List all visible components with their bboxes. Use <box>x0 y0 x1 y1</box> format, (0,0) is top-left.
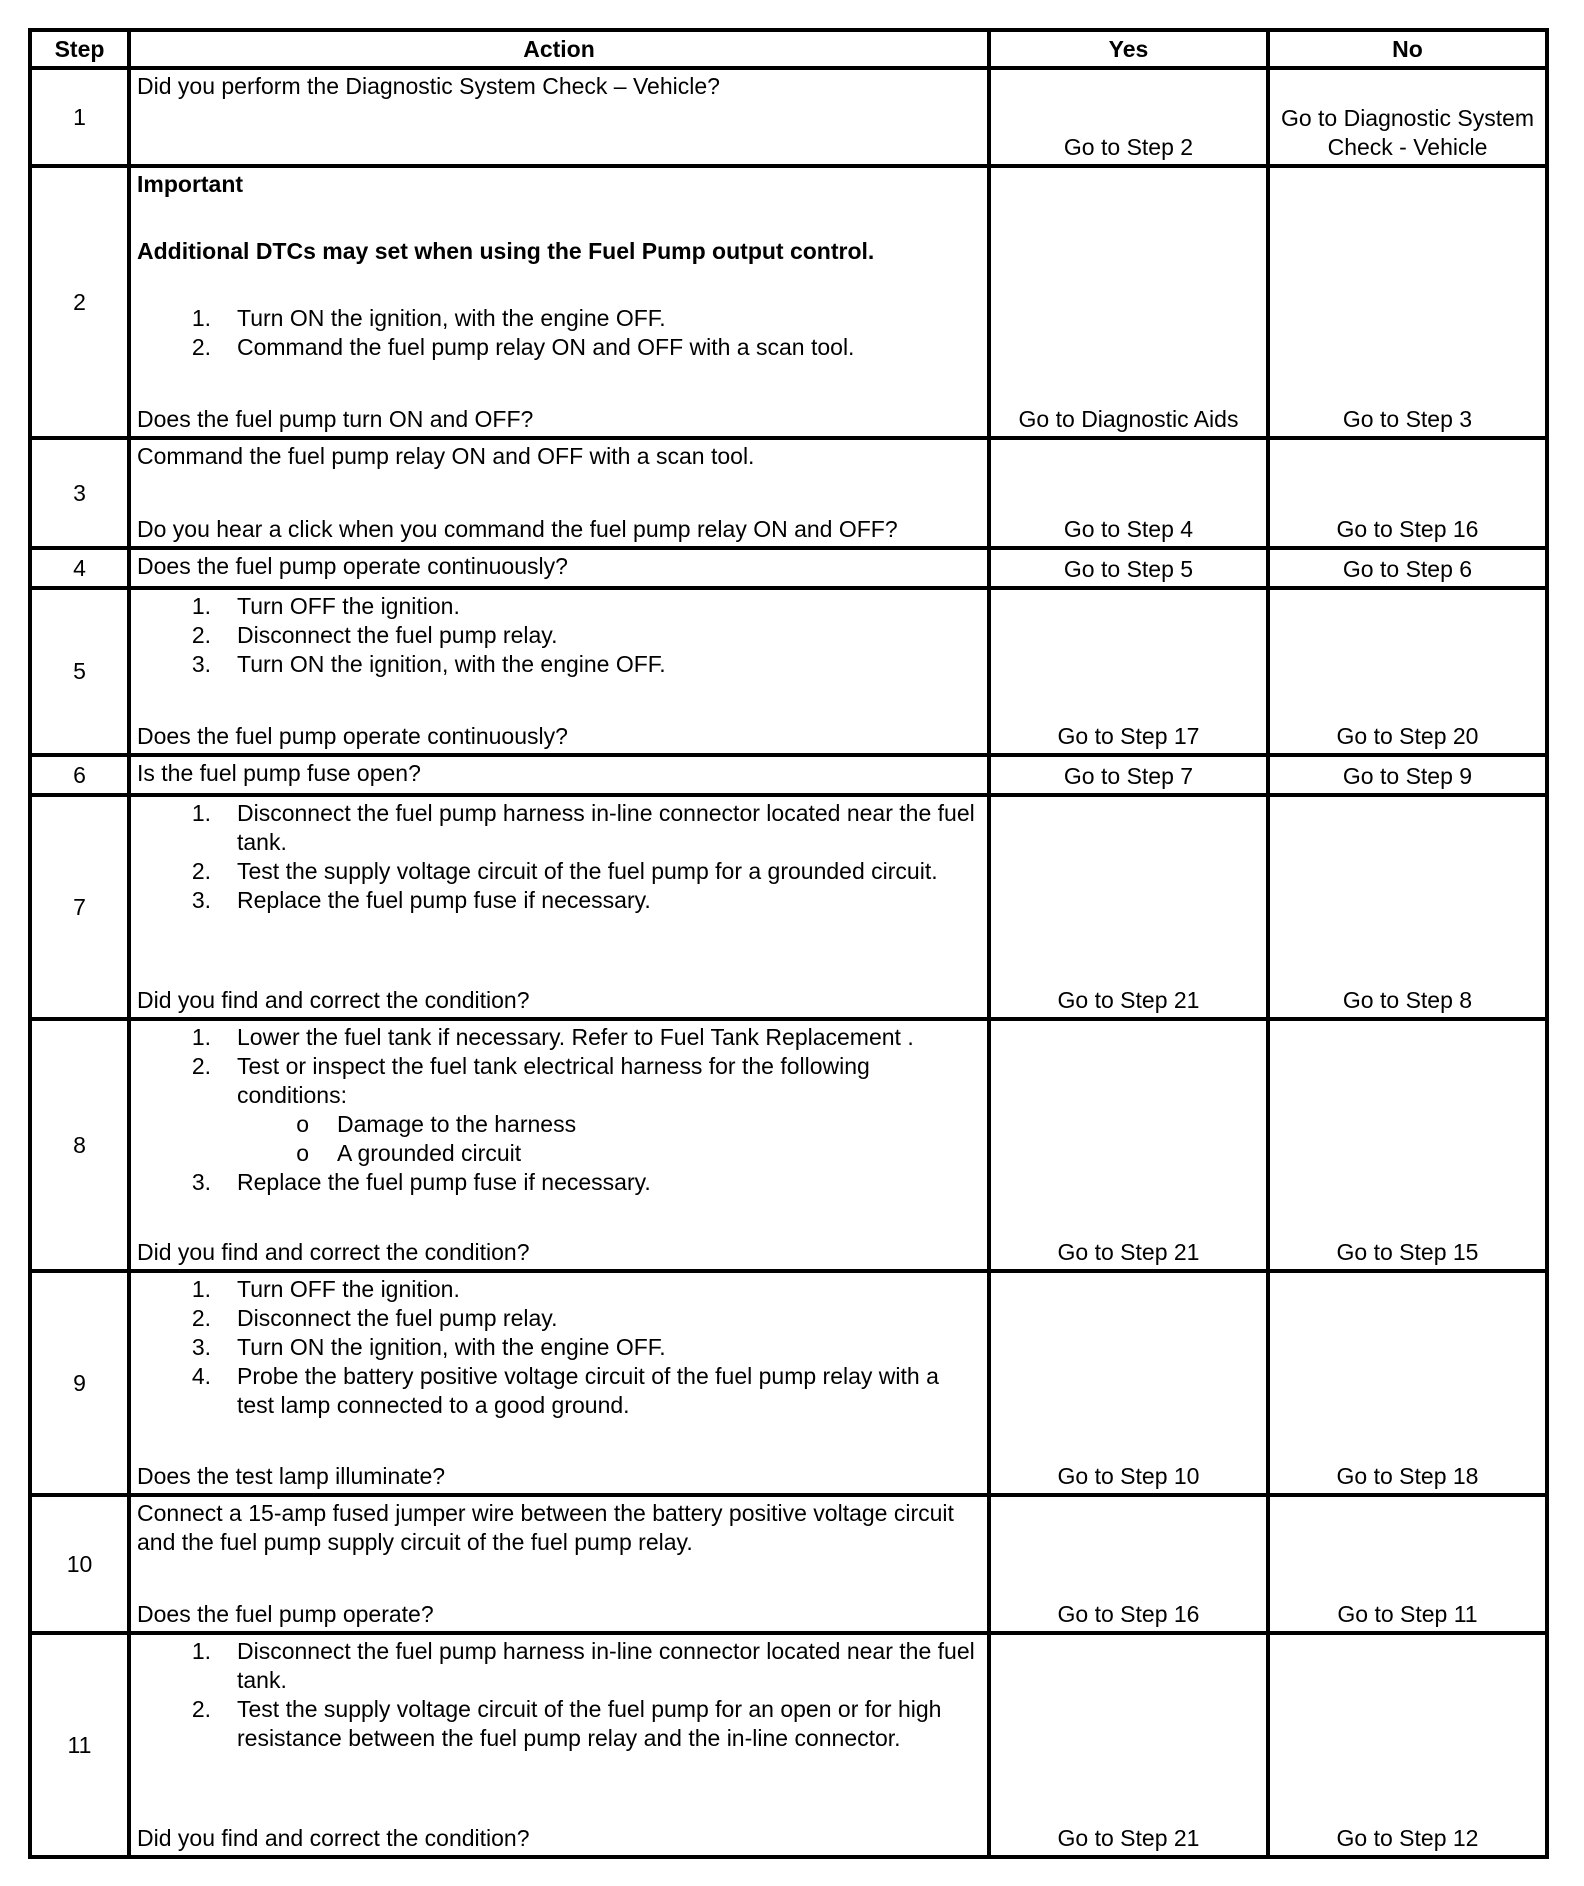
list-item: 2. Disconnect the fuel pump relay. <box>191 1305 558 1331</box>
action-question: Does the fuel pump turn ON and OFF? <box>137 406 534 432</box>
table-row <box>30 1271 1547 1495</box>
action-cell <box>129 755 989 795</box>
yes-cell: Go to Diagnostic Aids <box>989 166 1268 438</box>
sub-list-item: o Damage to the harness <box>296 1111 577 1137</box>
table-row <box>30 795 1547 1019</box>
no-cell: Go to Step 11 <box>1268 1495 1547 1633</box>
table-row <box>30 68 1547 166</box>
list-item: 2. Test the supply voltage circuit of the fuel pump for a grounded circuit. <box>191 858 938 884</box>
action-cell <box>129 166 989 438</box>
yes-cell: Go to Step 2 <box>989 68 1268 166</box>
list-item: 2. Test or inspect the fuel tank electrical harness for the following conditions: <box>191 1053 870 1108</box>
action-question: Did you find and correct the condition? <box>137 1239 530 1265</box>
no-cell: Go to Step 6 <box>1268 548 1547 588</box>
step-number: 6 <box>30 755 129 795</box>
no-cell: Go to Step 3 <box>1268 166 1547 438</box>
yes-cell: Go to Step 10 <box>989 1271 1268 1495</box>
list-item: 3. Replace the fuel pump fuse if necessary. <box>191 1169 651 1195</box>
table-row <box>30 1019 1547 1271</box>
list-item: 4. Probe the battery positive voltage circuit of the fuel pump relay with a test lamp connected to a good ground. <box>191 1363 939 1418</box>
action-steps <box>137 799 979 915</box>
step-number: 5 <box>30 588 129 755</box>
header-yes: Yes <box>989 30 1268 68</box>
yes-cell: Go to Step 21 <box>989 1019 1268 1271</box>
action-intro: Command the fuel pump relay ON and OFF with a scan tool. <box>137 443 755 469</box>
action-steps <box>137 304 979 362</box>
table-row <box>30 1495 1547 1633</box>
table-row <box>30 588 1547 755</box>
action-cell <box>129 548 989 588</box>
table-row <box>30 548 1547 588</box>
no-cell: Go to Step 9 <box>1268 755 1547 795</box>
list-item: 3. Turn ON the ignition, with the engine OFF. <box>191 651 666 677</box>
step-number: 8 <box>30 1019 129 1271</box>
action-cell <box>129 795 989 1019</box>
action-steps <box>137 1275 979 1420</box>
sub-list <box>137 1110 979 1168</box>
table-row <box>30 755 1547 795</box>
header-no: No <box>1268 30 1547 68</box>
action-steps <box>137 592 979 679</box>
action-question: Did you perform the Diagnostic System Check – Vehicle? <box>137 73 720 99</box>
table-row <box>30 438 1547 548</box>
no-cell: Go to Step 16 <box>1268 438 1547 548</box>
list-item: 1. Disconnect the fuel pump harness in-line connector located near the fuel tank. <box>191 800 975 855</box>
action-cell <box>129 1633 989 1857</box>
step-number: 11 <box>30 1633 129 1857</box>
yes-cell: Go to Step 4 <box>989 438 1268 548</box>
yes-cell: Go to Step 17 <box>989 588 1268 755</box>
list-item: 1. Turn OFF the ignition. <box>191 593 460 619</box>
list-item: 1. Turn OFF the ignition. <box>191 1276 460 1302</box>
yes-cell: Go to Step 16 <box>989 1495 1268 1633</box>
action-cell <box>129 68 989 166</box>
step-number: 4 <box>30 548 129 588</box>
sub-list-item: o A grounded circuit <box>296 1140 522 1166</box>
step-number: 10 <box>30 1495 129 1633</box>
step-number: 2 <box>30 166 129 438</box>
yes-cell: Go to Step 21 <box>989 795 1268 1019</box>
step-number: 3 <box>30 438 129 548</box>
list-item: 2. Command the fuel pump relay ON and OFF with a scan tool. <box>191 334 855 360</box>
action-cell <box>129 1495 989 1633</box>
step-number: 1 <box>30 68 129 166</box>
important-label: Important <box>137 171 244 197</box>
action-cell <box>129 1019 989 1271</box>
action-steps <box>137 1168 979 1197</box>
header-step: Step <box>30 30 129 68</box>
header-action: Action <box>129 30 989 68</box>
action-steps <box>137 1637 979 1753</box>
action-cell <box>129 588 989 755</box>
list-item: 1. Lower the fuel tank if necessary. Refer to Fuel Tank Replacement . <box>191 1024 914 1050</box>
step-number: 9 <box>30 1271 129 1495</box>
no-cell: Go to Step 12 <box>1268 1633 1547 1857</box>
list-item: 1. Disconnect the fuel pump harness in-line connector located near the fuel tank. <box>191 1638 975 1693</box>
diagnostic-table <box>28 28 1549 1859</box>
action-steps <box>137 1023 979 1110</box>
important-note: Additional DTCs may set when using the Fuel Pump output control. <box>137 238 875 264</box>
action-question: Did you find and correct the condition? <box>137 1825 530 1851</box>
no-cell: Go to Diagnostic System Check - Vehicle <box>1268 68 1547 166</box>
table-row <box>30 166 1547 438</box>
no-cell: Go to Step 20 <box>1268 588 1547 755</box>
yes-cell: Go to Step 21 <box>989 1633 1268 1857</box>
action-intro: Connect a 15-amp fused jumper wire between the battery positive voltage circuit and the fuel pump supply circuit of the fuel pump relay. <box>137 1500 954 1555</box>
action-question: Does the fuel pump operate continuously? <box>137 553 568 579</box>
step-number: 7 <box>30 795 129 1019</box>
action-question: Is the fuel pump fuse open? <box>137 760 421 786</box>
action-cell <box>129 438 989 548</box>
action-cell <box>129 1271 989 1495</box>
list-item: 2. Test the supply voltage circuit of the fuel pump for an open or for high resistance between the fuel pump relay and the in-line connector. <box>191 1696 942 1751</box>
list-item: 3. Turn ON the ignition, with the engine OFF. <box>191 1334 666 1360</box>
list-item: 1. Turn ON the ignition, with the engine OFF. <box>191 305 666 331</box>
yes-cell: Go to Step 7 <box>989 755 1268 795</box>
no-cell: Go to Step 18 <box>1268 1271 1547 1495</box>
action-question: Do you hear a click when you command the fuel pump relay ON and OFF? <box>137 516 898 542</box>
action-question: Does the fuel pump operate? <box>137 1601 434 1627</box>
yes-cell: Go to Step 5 <box>989 548 1268 588</box>
action-question: Did you find and correct the condition? <box>137 987 530 1013</box>
header-row <box>30 30 1547 68</box>
list-item: 2. Disconnect the fuel pump relay. <box>191 622 558 648</box>
action-question: Does the fuel pump operate continuously? <box>137 723 568 749</box>
list-item: 3. Replace the fuel pump fuse if necessary. <box>191 887 651 913</box>
no-cell: Go to Step 15 <box>1268 1019 1547 1271</box>
no-cell: Go to Step 8 <box>1268 795 1547 1019</box>
table-row <box>30 1633 1547 1857</box>
action-question: Does the test lamp illuminate? <box>137 1463 446 1489</box>
